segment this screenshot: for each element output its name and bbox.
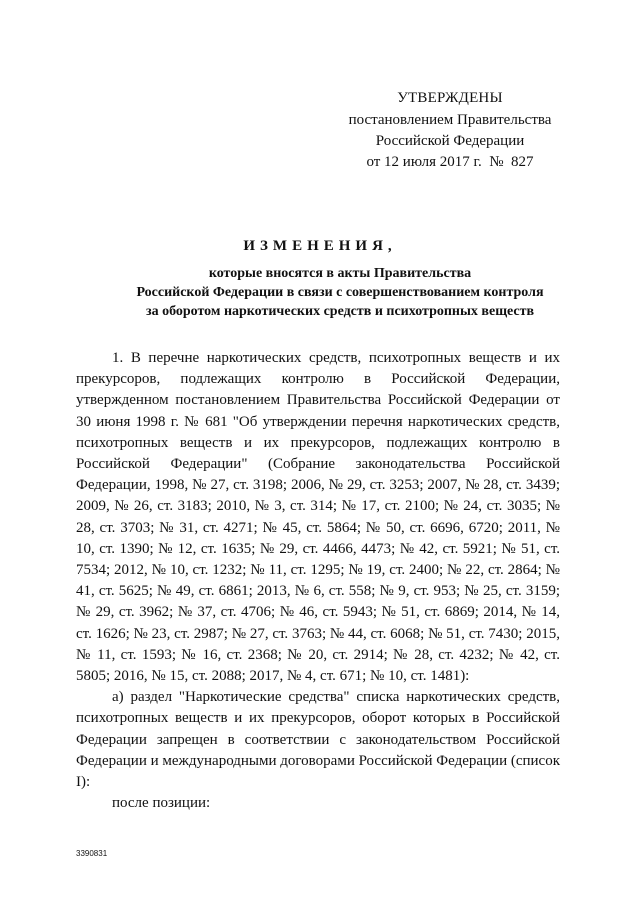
document-code: 3390831: [76, 849, 108, 858]
subtitle-line-1: которые вносятся в акты Правительства: [208, 266, 472, 281]
subtitle-line-2: Российской Федерации в связи с совершенствованием контроля: [136, 285, 544, 300]
paragraph-1: 1. В перечне наркотических средств, психотропных веществ и их прекурсоров, подлежащих контролю в Российской Федерации, утвержденном постановлением Правительства Российской Федерации от 30 июня 1998 г. № 681 "Об утверждении перечня наркотических средств, психотропных веществ и их прекурсоров, подлежащих контролю в Российской Федерации" (Собрание законодательства Российской Федерации, 1998, № 27, ст. 3198; 2006, № 29, ст. 3253; 2007, № 28, ст. 3439; 2009, № 26, ст. 3183; 2010, № 3, ст. 314; № 17, ст. 2100; № 24, ст. 3035; № 28, ст. 3703; № 31, ст. 4271; № 45, ст. 5864; № 50, ст. 6696, 6720; 2011, № 10, ст. 1390; № 12, ст. 1635; № 29, ст. 4466, 4473; № 42, ст. 5921; № 51, ст. 7534; 2012, № 10, ст. 1232; № 11, ст. 1295; № 19, ст. 2400; № 22, ст. 2864; № 41, ст. 5625; № 49, ст. 6861; 2013, № 6, ст. 558; № 9, ст. 953; № 25, ст. 3159; № 29, ст. 3962; № 37, ст. 4706; № 46, ст. 5943; № 51, ст. 6869; 2014, № 14, ст. 1626; № 23, ст. 2987; № 27, ст. 3763; № 44, ст. 6068; № 51, ст. 7430; 2015, № 11, ст. 1593; № 16, ст. 2368; № 20, ст. 2914; № 28, ст. 4232; № 42, ст. 5805; 2016, № 15, ст. 2088; 2017, № 4, ст. 671; № 10, ст. 1481):: [76, 350, 560, 685]
approval-heading: УТВЕРЖДЕНЫ: [397, 90, 503, 106]
paragraph-3: после позиции:: [112, 795, 211, 812]
approval-line-1: постановлением Правительства: [348, 112, 552, 128]
subtitle-line-3: за оборотом наркотических средств и психотропных веществ: [145, 304, 535, 319]
approval-line-2: Российской Федерации: [375, 133, 525, 149]
paragraph-2: а) раздел "Наркотические средства" списка наркотических средств, психотропных веществ и их прекурсоров, оборот которых в Российской Федерации запрещен в соответствии с законодательством Российской Федерации и международными договорами Российской Федерации (список I):: [76, 689, 561, 791]
document-title: ИЗМЕНЕНИЯ,: [243, 238, 397, 254]
approval-date-number: от 12 июля 2017 г. № 827: [366, 154, 534, 170]
document-body: [76, 348, 560, 814]
document-subtitle: [70, 264, 610, 321]
approval-block: [340, 88, 560, 173]
